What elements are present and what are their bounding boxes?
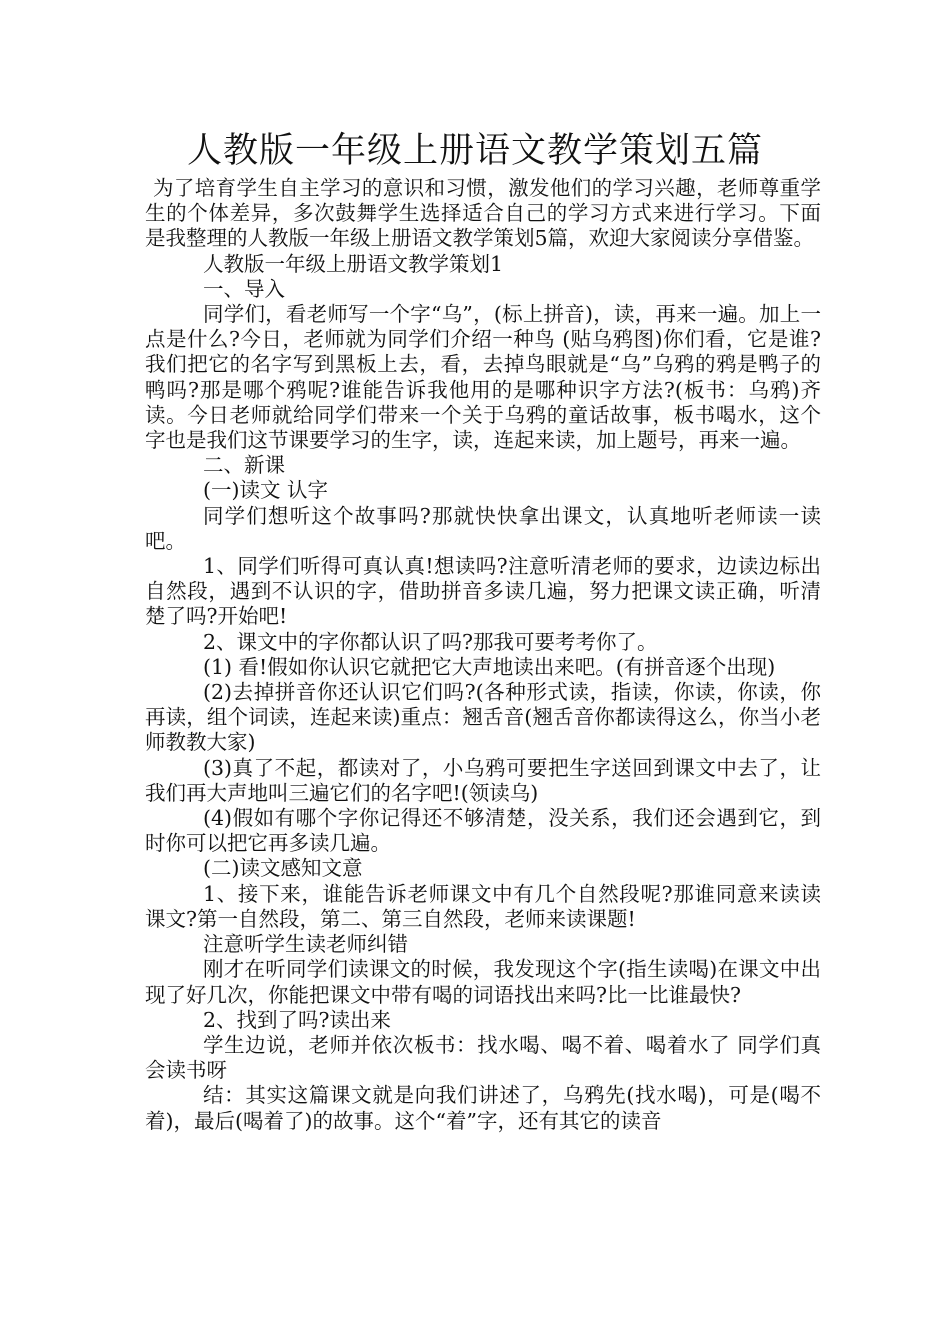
subheading: 一、导入 xyxy=(203,276,285,301)
document-title: 人教版一年级上册语文教学策划五篇 xyxy=(186,131,763,171)
section-heading: 人教版一年级上册语文教学策划1 xyxy=(203,251,504,276)
paragraph: 1、接下来，谁能告诉老师课文中有几个自然段呢?那谁同意来读读课文?第一自然段，第二、第三自然段，老师来读课题! xyxy=(145,881,821,931)
subheading: (一)读文 认字 xyxy=(203,478,329,503)
paragraph: 注意听学生读老师纠错 xyxy=(203,932,408,957)
paragraph: (4)假如有哪个字你记得还不够清楚，没关系，我们还会遇到它，到时你可以把它再多读几遍。 xyxy=(145,806,821,856)
paragraph: 刚才在听同学们读课文的时候，我发现这个字(指生读喝)在课文中出现了好几次，你能把课文中带有喝的词语找出来吗?比一比谁最快? xyxy=(145,957,821,1007)
intro-paragraph: 为了培育学生自主学习的意识和习惯，激发他们的学习兴趣，老师尊重学生的个体差异，多次鼓舞学生选择适合自己的学习方式来进行学习。下面是我整理的人教版一年级上册语文教学策划5篇，欢迎大家阅读分享借鉴。 xyxy=(145,176,821,251)
paragraph: 2、课文中的字你都认识了吗?那我可要考考你了。 xyxy=(203,629,658,654)
paragraph: 1、同学们听得可真认真!想读吗?注意听清老师的要求，边读边标出自然段，遇到不认识的字，借助拼音多读几遍，努力把课文读正确，听清楚了吗?开始吧! xyxy=(145,554,821,629)
paragraph: 同学们，看老师写一个字“乌”，(标上拼音)，读，再来一遍。加上一点是什么?今日，老师就为同学们介绍一种鸟 (贴乌鸦图)你们看，它是谁?我们把它的名字写到黑板上去，看，去掉鸟眼就是“乌”乌鸦的鸦是鸭子的鸭吗?那是哪个鸦呢?谁能告诉我他用的是哪种识字方法?(板书：乌鸦)齐读。今日老师就给同学们带来一个关于乌鸦的童话故事，板书喝水，这个字也是我们这节课要学习的生字，读，连起来读，加上题号，再来一遍。 xyxy=(145,302,821,453)
paragraph: (3)真了不起，都读对了，小乌鸦可要把生字送回到课文中去了，让我们再大声地叫三遍它们的名字吧!(领读乌) xyxy=(145,755,821,805)
subheading: (二)读文感知文意 xyxy=(203,856,363,881)
paragraph: (1) 看!假如你认识它就把它大声地读出来吧。(有拼音逐个出现) xyxy=(203,654,776,679)
paragraph: 学生边说，老师并依次板书：找水喝、喝不着、喝着水了 同学们真会读书呀 xyxy=(145,1032,821,1083)
subheading: 二、新课 xyxy=(203,453,285,478)
paragraph: 同学们想听这个故事吗?那就快快拿出课文，认真地听老师读一读吧。 xyxy=(145,503,821,553)
document-body xyxy=(145,176,821,1134)
paragraph: 2、找到了吗?读出来 xyxy=(203,1007,392,1032)
paragraph: 结：其实这篇课文就是向我们讲述了，乌鸦先(找水喝)，可是(喝不着)，最后(喝着了)的故事。这个“着”字，还有其它的读音 xyxy=(145,1083,821,1133)
paragraph: (2)去掉拼音你还认识它们吗?(各种形式读，指读，你读，你读，你再读，组个词读，连起来读)重点：翘舌音(翘舌音你都读得这么，你当小老师教教大家) xyxy=(145,680,821,755)
